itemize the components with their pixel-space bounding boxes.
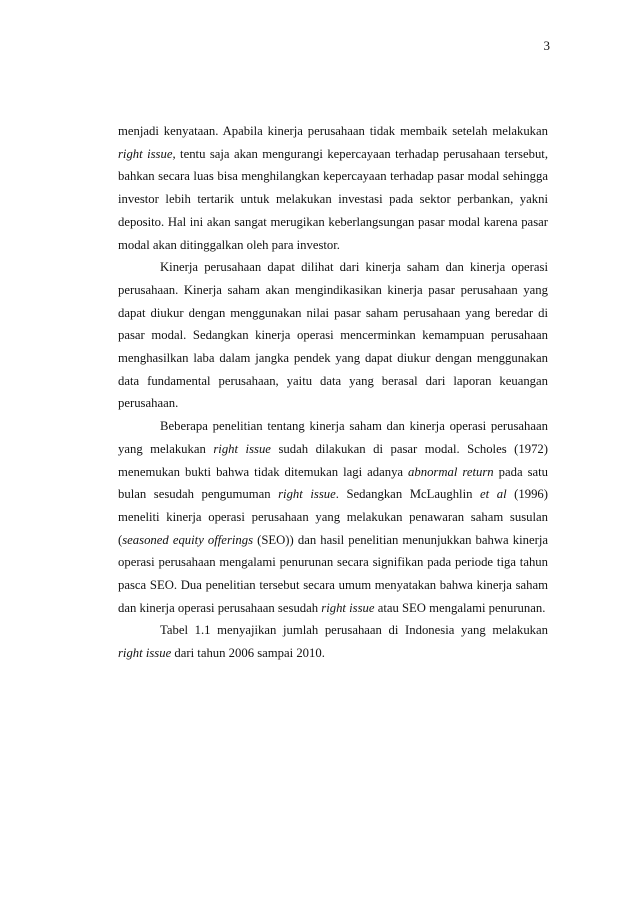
body-text [118, 120, 548, 665]
italic-term: right issue [278, 487, 336, 502]
italic-term: abnormal return [408, 464, 494, 479]
italic-term: right issue, [118, 146, 176, 161]
text-run: dari tahun 2006 sampai 2010. [171, 646, 325, 661]
italic-term: et al [480, 487, 507, 502]
italic-term: right issue [321, 600, 375, 615]
italic-term: right issue [118, 646, 172, 661]
text-run: Tabel 1.1 menyajikan jumlah perusahaan di Indonesia yang melakukan [160, 623, 548, 638]
text-run: atau SEO mengalami penurunan. [374, 600, 546, 615]
paragraph [118, 415, 548, 619]
paragraph [118, 120, 548, 256]
text-run: tentu saja akan mengurangi kepercayaan terhadap perusahaan tersebut, bahkan secara luas bisa menghilangkan kepercayaan terhadap pasar modal sehingga investor lebih tertarik untuk melakukan investasi pada sektor perbankan, yakni deposito. Hal ini akan sangat merugikan keberlangsungan pasar modal karena pasar modal akan ditinggalkan oleh para investor. [118, 146, 548, 252]
page-number: 3 [543, 38, 550, 53]
text-run: sudah dilakukan di pasar modal. Scholes (1972) menemukan bukti bahwa tidak ditemukan lagi adanya [118, 441, 548, 479]
text-run: Kinerja perusahaan dapat dilihat dari kinerja saham dan kinerja operasi perusahaan. Kinerja saham akan mengindikasikan kinerja pasar perusahaan yang dapat diukur dengan menggunakan nilai pasar saham perusahaan yang beredar di pasar modal. Sedangkan kinerja operasi mencerminkan kemampuan perusahaan menghasilkan laba dalam jangka pendek yang dapat diukur dengan menggunakan data fundamental perusahaan, yaitu data yang berasal dari laporan keuangan perusahaan. [118, 260, 548, 411]
text-run: (1996) meneliti kinerja operasi perusahaan yang melakukan penawaran saham susulan ( [118, 487, 549, 547]
paragraph [118, 256, 548, 415]
text-run: pada satu bulan sesudah pengumuman [118, 464, 549, 502]
text-run: (SEO)) dan hasil penelitian menunjukkan bahwa kinerja operasi perusahaan mengalami penurunan secara signifikan pada periode tiga tahun pasca SEO. Dua penelitian tersebut secara umum menyatakan bahwa kinerja saham dan kinerja operasi perusahaan sesudah [118, 532, 548, 615]
italic-term: seasoned equity offerings [122, 532, 254, 547]
text-run: menjadi kenyataan. Apabila kinerja perusahaan tidak membaik setelah melakukan [118, 124, 548, 138]
text-run: . Sedangkan McLaughlin [335, 487, 481, 502]
paragraph [118, 619, 548, 664]
text-run: Beberapa penelitian tentang kinerja saham dan kinerja operasi perusahaan yang melakukan [118, 419, 548, 456]
italic-term: right issue [213, 441, 271, 456]
